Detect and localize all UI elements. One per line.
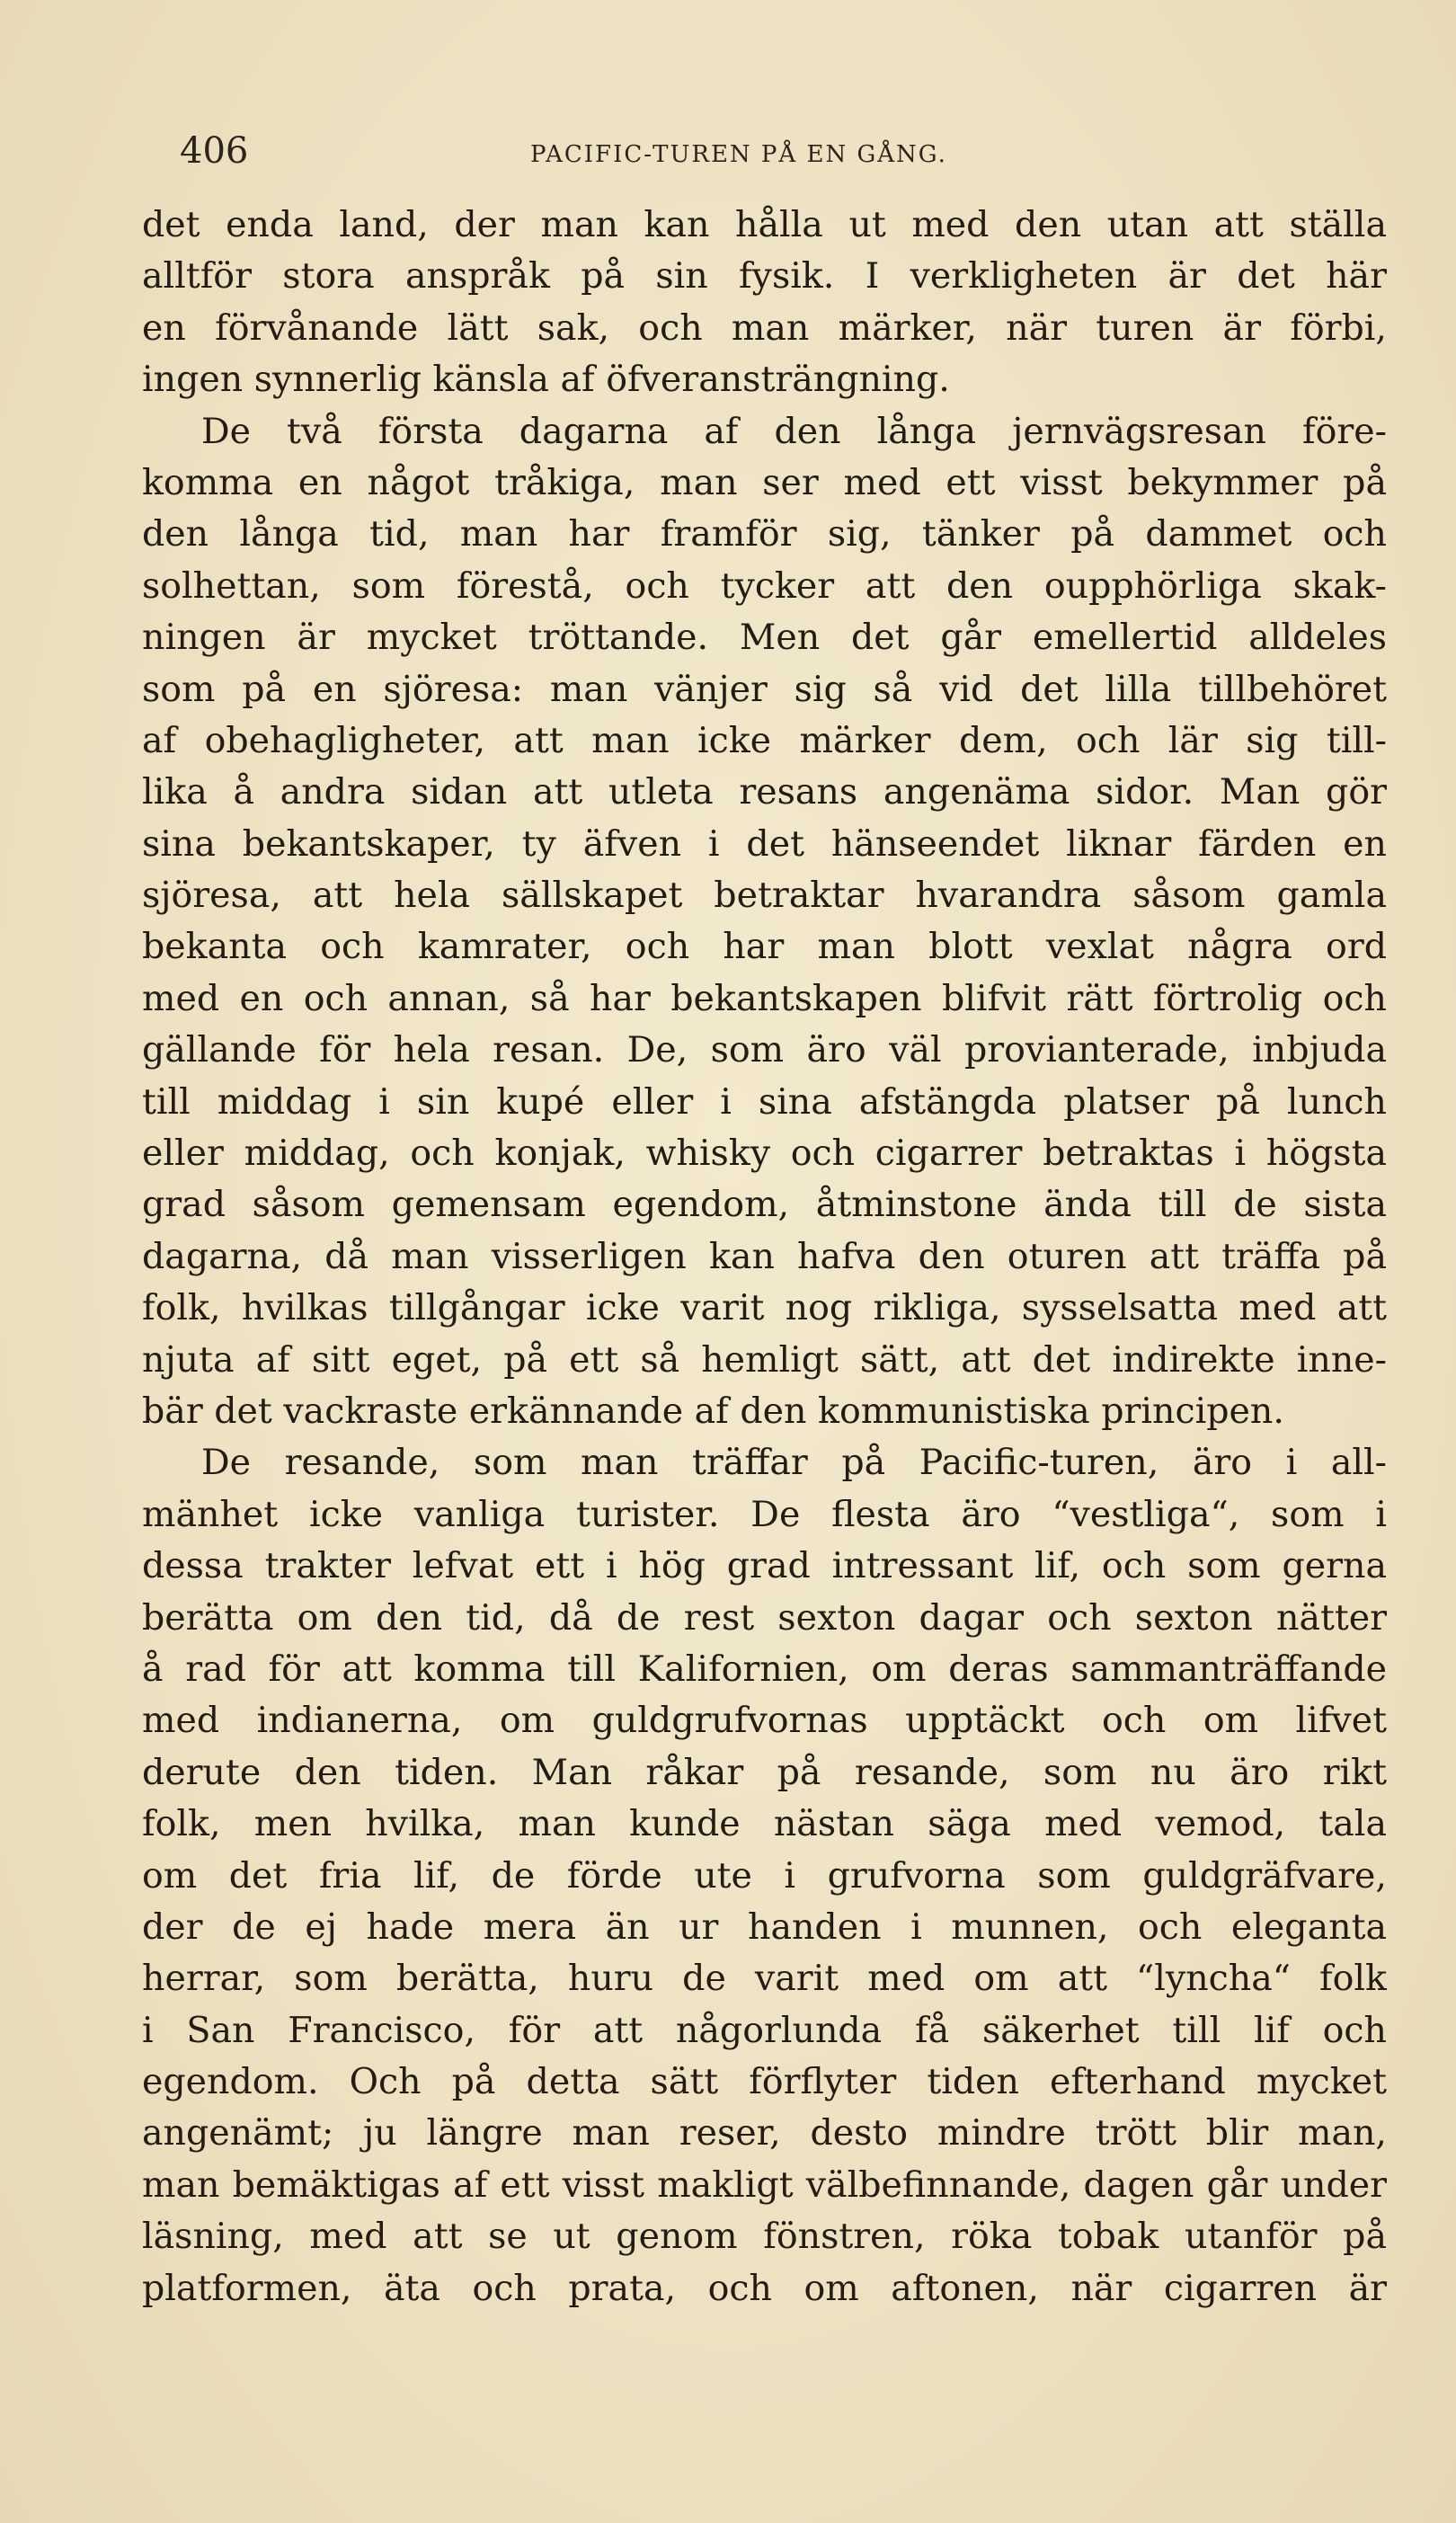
text-line: alltför stora anspråk på sin fysik. I verkligheten är det här	[142, 255, 1387, 298]
text-line: ningen är mycket tröttande. Men det går emellertid alldeles	[142, 617, 1387, 659]
text-line: njuta af sitt eget, på ett så hemligt sätt, att det indirekte inne-	[142, 1338, 1387, 1381]
text-line: angenämt; ju längre man reser, desto mindre trött blir man,	[142, 2112, 1387, 2154]
text-line: ingen synnerlig känsla af öfveransträngning.	[142, 359, 950, 401]
text-line: grad såsom gemensam egendom, åtminstone ända till de sista	[142, 1184, 1387, 1226]
page-header	[180, 124, 1384, 178]
text-line: solhettan, som förestå, och tycker att den oupphörliga skak-	[142, 564, 1387, 607]
page-number: 406	[180, 130, 249, 172]
text-line: berätta om den tid, då de rest sexton dagar och sexton nätter	[142, 1596, 1387, 1639]
text-line: komma en något tråkiga, man ser med ett visst bekymmer på	[142, 461, 1387, 503]
text-line: eller middag, och konjak, whisky och cigarrer betraktas i högsta	[142, 1133, 1387, 1175]
text-line: i San Francisco, för att någorlunda få säkerhet till lif och	[142, 2009, 1387, 2051]
text-line: der de ej hade mera än ur handen i munnen, och eleganta	[142, 1906, 1387, 1948]
text-line: med en och annan, så har bekantskapen blifvit rätt förtrolig och	[142, 977, 1387, 1019]
text-line: dessa trakter lefvat ett i hög grad intressant lif, och som gerna	[142, 1545, 1387, 1587]
text-line: läsning, med att se ut genom fönstren, röka tobak utanför på	[142, 2216, 1387, 2258]
text-line: herrar, som berätta, huru de varit med om att “lyncha“ folk	[142, 1958, 1387, 2000]
text-line: mänhet icke vanliga turister. De flesta äro “vestliga“, som i	[142, 1493, 1387, 1535]
text-line: derute den tiden. Man råkar på resande, som nu äro rikt	[142, 1751, 1387, 1793]
text-line: platformen, äta och prata, och om aftonen, när cigarren är	[142, 2267, 1387, 2309]
text-line: sina bekantskaper, ty äfven i det hänseendet liknar färden en	[142, 822, 1387, 865]
text-line: den långa tid, man har framför sig, tänker på dammet och	[142, 513, 1387, 555]
text-line: man bemäktigas af ett visst makligt välbefinnande, dagen går under	[142, 2163, 1387, 2206]
text-line: lika å andra sidan att utleta resans angenäma sidor. Man gör	[142, 771, 1387, 813]
text-line: som på en sjöresa: man vänjer sig så vid det lilla tillbehöret	[142, 668, 1387, 710]
text-line: folk, hvilkas tillgångar icke varit nog rikliga, sysselsatta med att	[142, 1287, 1387, 1329]
text-line: en förvånande lätt sak, och man märker, när turen är förbi,	[142, 306, 1387, 349]
text-line: egendom. Och på detta sätt förflyter tiden efterhand mycket	[142, 2061, 1387, 2103]
body-text	[142, 200, 1387, 2314]
text-line: dagarna, då man visserligen kan hafva den oturen att träffa på	[142, 1235, 1387, 1277]
text-line: gällande för hela resan. De, som äro väl provianterade, inbjuda	[142, 1029, 1387, 1071]
text-line: bekanta och kamrater, och har man blott vexlat några ord	[142, 926, 1387, 968]
text-line: med indianerna, om guldgrufvornas upptäckt och om lifvet	[142, 1700, 1387, 1742]
text-line: af obehagligheter, att man icke märker dem, och lär sig till-	[142, 719, 1387, 761]
text-line: om det fria lif, de förde ute i grufvorna som guldgräfvare,	[142, 1854, 1387, 1897]
text-line: folk, men hvilka, man kunde nästan säga med vemod, tala	[142, 1803, 1387, 1845]
text-line: å rad för att komma till Kalifornien, om deras sammanträffande	[142, 1648, 1387, 1690]
text-line: De resande, som man träffar på Pacific-turen, äro i all-	[201, 1442, 1387, 1484]
text-line: De två första dagarna af den långa jernvägsresan före-	[201, 410, 1387, 452]
text-line: det enda land, der man kan hålla ut med den utan att ställa	[142, 204, 1387, 245]
text-line: till middag i sin kupé eller i sina afstängda platser på lunch	[142, 1080, 1387, 1123]
text-line: sjöresa, att hela sällskapet betraktar hvarandra såsom gamla	[142, 875, 1387, 917]
running-title: PACIFIC-TUREN PÅ EN GÅNG.	[530, 141, 947, 168]
text-line: bär det vackraste erkännande af den kommunistiska principen.	[142, 1390, 1284, 1432]
